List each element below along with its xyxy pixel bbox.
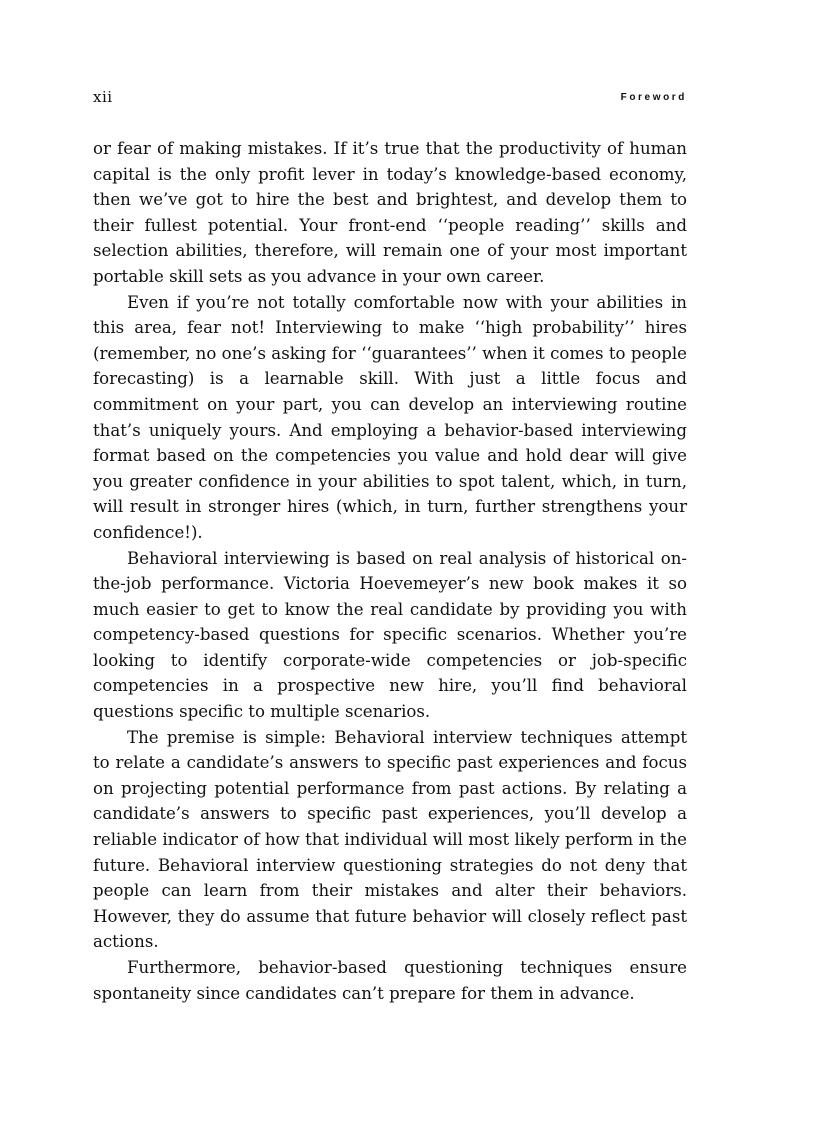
running-head — [93, 88, 687, 112]
paragraph-4: The premise is simple: Behavioral interview techniques attempt to relate a candidate’s answers to specific past experiences and focus on projecting potential performance from past actions. By relating a candidate’s answers to specific past experiences, you’ll develop a reliable indicator of how that individual will most likely perform in the future. Behavioral interview questioning strategies do not deny that people can learn from their mistakes and alter their behaviors. However, they do assume that future behavior will closely reflect past actions. — [93, 727, 687, 952]
book-page — [93, 0, 687, 1123]
paragraph-3: Behavioral interviewing is based on real analysis of historical on-the-job performance. Victoria Hoevemeyer’s new book makes it so much easier to get to know the real candidate by providing you with competency-based questions for specific scenarios. Whether you’re looking to identify corporate-wide competencies or job-specific competencies in a prospective new hire, you’ll find behavioral questions specific to multiple scenarios. — [93, 548, 687, 722]
paragraph-1: or fear of making mistakes. If it’s true that the productivity of human capital is the only profit lever in today’s knowledge-based economy, then we’ve got to hire the best and brightest, and develop them to their fullest potential. Your front-end ‘‘people reading’’ skills and selection abilities, therefore, will remain one of your most important portable skill sets as you advance in your own career. — [93, 139, 687, 286]
page-number: xii — [93, 88, 113, 106]
paragraph-2: Even if you’re not totally comfortable now with your abilities in this area, fear not! Interviewing to make ‘‘high probability’’ hires (remember, no one’s asking for ‘‘guarantees’’ when it comes to people forecasting) is a learnable skill. With just a little focus and commitment on your part, you can develop an interviewing routine that’s uniquely yours. And employing a behavior-based interviewing format based on the competencies you value and hold dear will give you greater confidence in your abilities to spot talent, which, in turn, will result in stronger hires (which, in turn, further strengthens your confidence!). — [93, 292, 687, 542]
paragraph-5: Furthermore, behavior-based questioning techniques ensure spontaneity since candidates can’t prepare for them in advance. — [93, 958, 687, 1003]
body-text — [93, 136, 687, 1006]
section-title: Foreword — [620, 92, 687, 103]
